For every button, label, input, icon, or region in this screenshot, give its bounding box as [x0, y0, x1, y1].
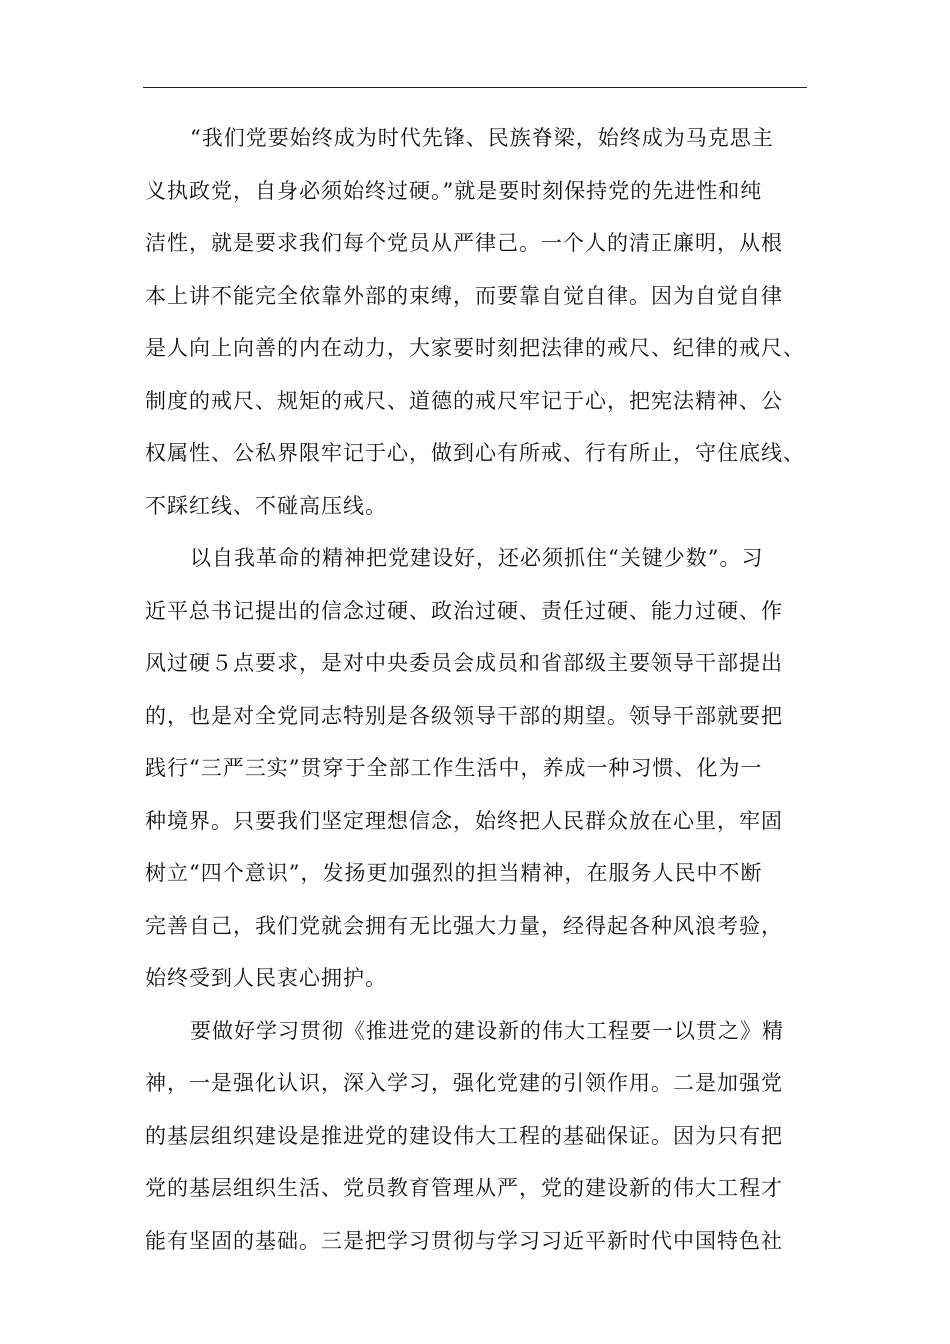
- paragraph-1-line: 义执政党，自身必须始终过硬。”就是要时刻保持党的先进性和纯: [145, 178, 763, 203]
- paragraph-3-line: 神，一是强化认识，深入学习，强化党建的引领作用。二是加强党: [145, 1071, 783, 1095]
- paragraph-3-line: 能有坚固的基础。三是把学习贯彻与学习习近平新时代中国特色社: [145, 1228, 783, 1253]
- paragraph-3-line: 要做好学习贯彻《推进党的建设新的伟大工程要一以贯之》精: [190, 1018, 784, 1043]
- paragraph-2-line: 践行“三严三实”贯穿于全部工作生活中，养成一种习惯、化为一: [145, 756, 763, 780]
- paragraph-3-line: 党的基层组织生活、党员教育管理从严，党的建设新的伟大工程才: [145, 1176, 783, 1200]
- paragraph-2-line: 近平总书记提出的信念过硬、政治过硬、责任过硬、能力过硬、作: [145, 598, 783, 623]
- paragraph-2-line: 种境界。只要我们坚定理想信念，始终把人民群众放在心里，牢固: [145, 808, 783, 833]
- paragraph-1-line: 不踩红线、不碰高压线。: [145, 493, 387, 518]
- body-text: [145, 112, 825, 1267]
- paragraph-1-line: 权属性、公私界限牢记于心，做到心有所戒、行有所止，守住底线、: [145, 441, 805, 465]
- paragraph-2-line: 树立“四个意识”，发扬更加强烈的担当精神，在服务人民中不断: [145, 861, 763, 885]
- paragraph-1-line: “我们党要始终成为时代先锋、民族脊梁，始终成为马克思主: [190, 126, 774, 150]
- paragraph-2-line: 以自我革命的精神把党建设好，还必须抓住“关键少数”。习: [190, 546, 764, 570]
- paragraph-1-line: 洁性，就是要求我们每个党员从严律己。一个人的清正廉明，从根: [145, 231, 783, 255]
- paragraph-2-line: 完善自己，我们党就会拥有无比强大力量，经得起各种风浪考验，: [145, 913, 783, 938]
- paragraph-3-line: 的基层组织建设是推进党的建设伟大工程的基础保证。因为只有把: [145, 1123, 783, 1148]
- paragraph-1-line: 是人向上向善的内在动力，大家要时刻把法律的戒尺、纪律的戒尺、: [145, 336, 805, 360]
- paragraph-2-line: 的，也是对全党同志特别是各级领导干部的期望。领导干部就要把: [145, 703, 783, 728]
- paragraph-2-line: 始终受到人民衷心拥护。: [145, 966, 387, 990]
- paragraph-2-line: 风过硬５点要求，是对中央委员会成员和省部级主要领导干部提出: [145, 651, 783, 675]
- paragraph-1-line: 制度的戒尺、规矩的戒尺、道德的戒尺牢记于心，把宪法精神、公: [145, 388, 783, 413]
- header-rule: [143, 87, 807, 88]
- paragraph-1-line: 本上讲不能完全依靠外部的束缚，而要靠自觉自律。因为自觉自律: [145, 283, 783, 308]
